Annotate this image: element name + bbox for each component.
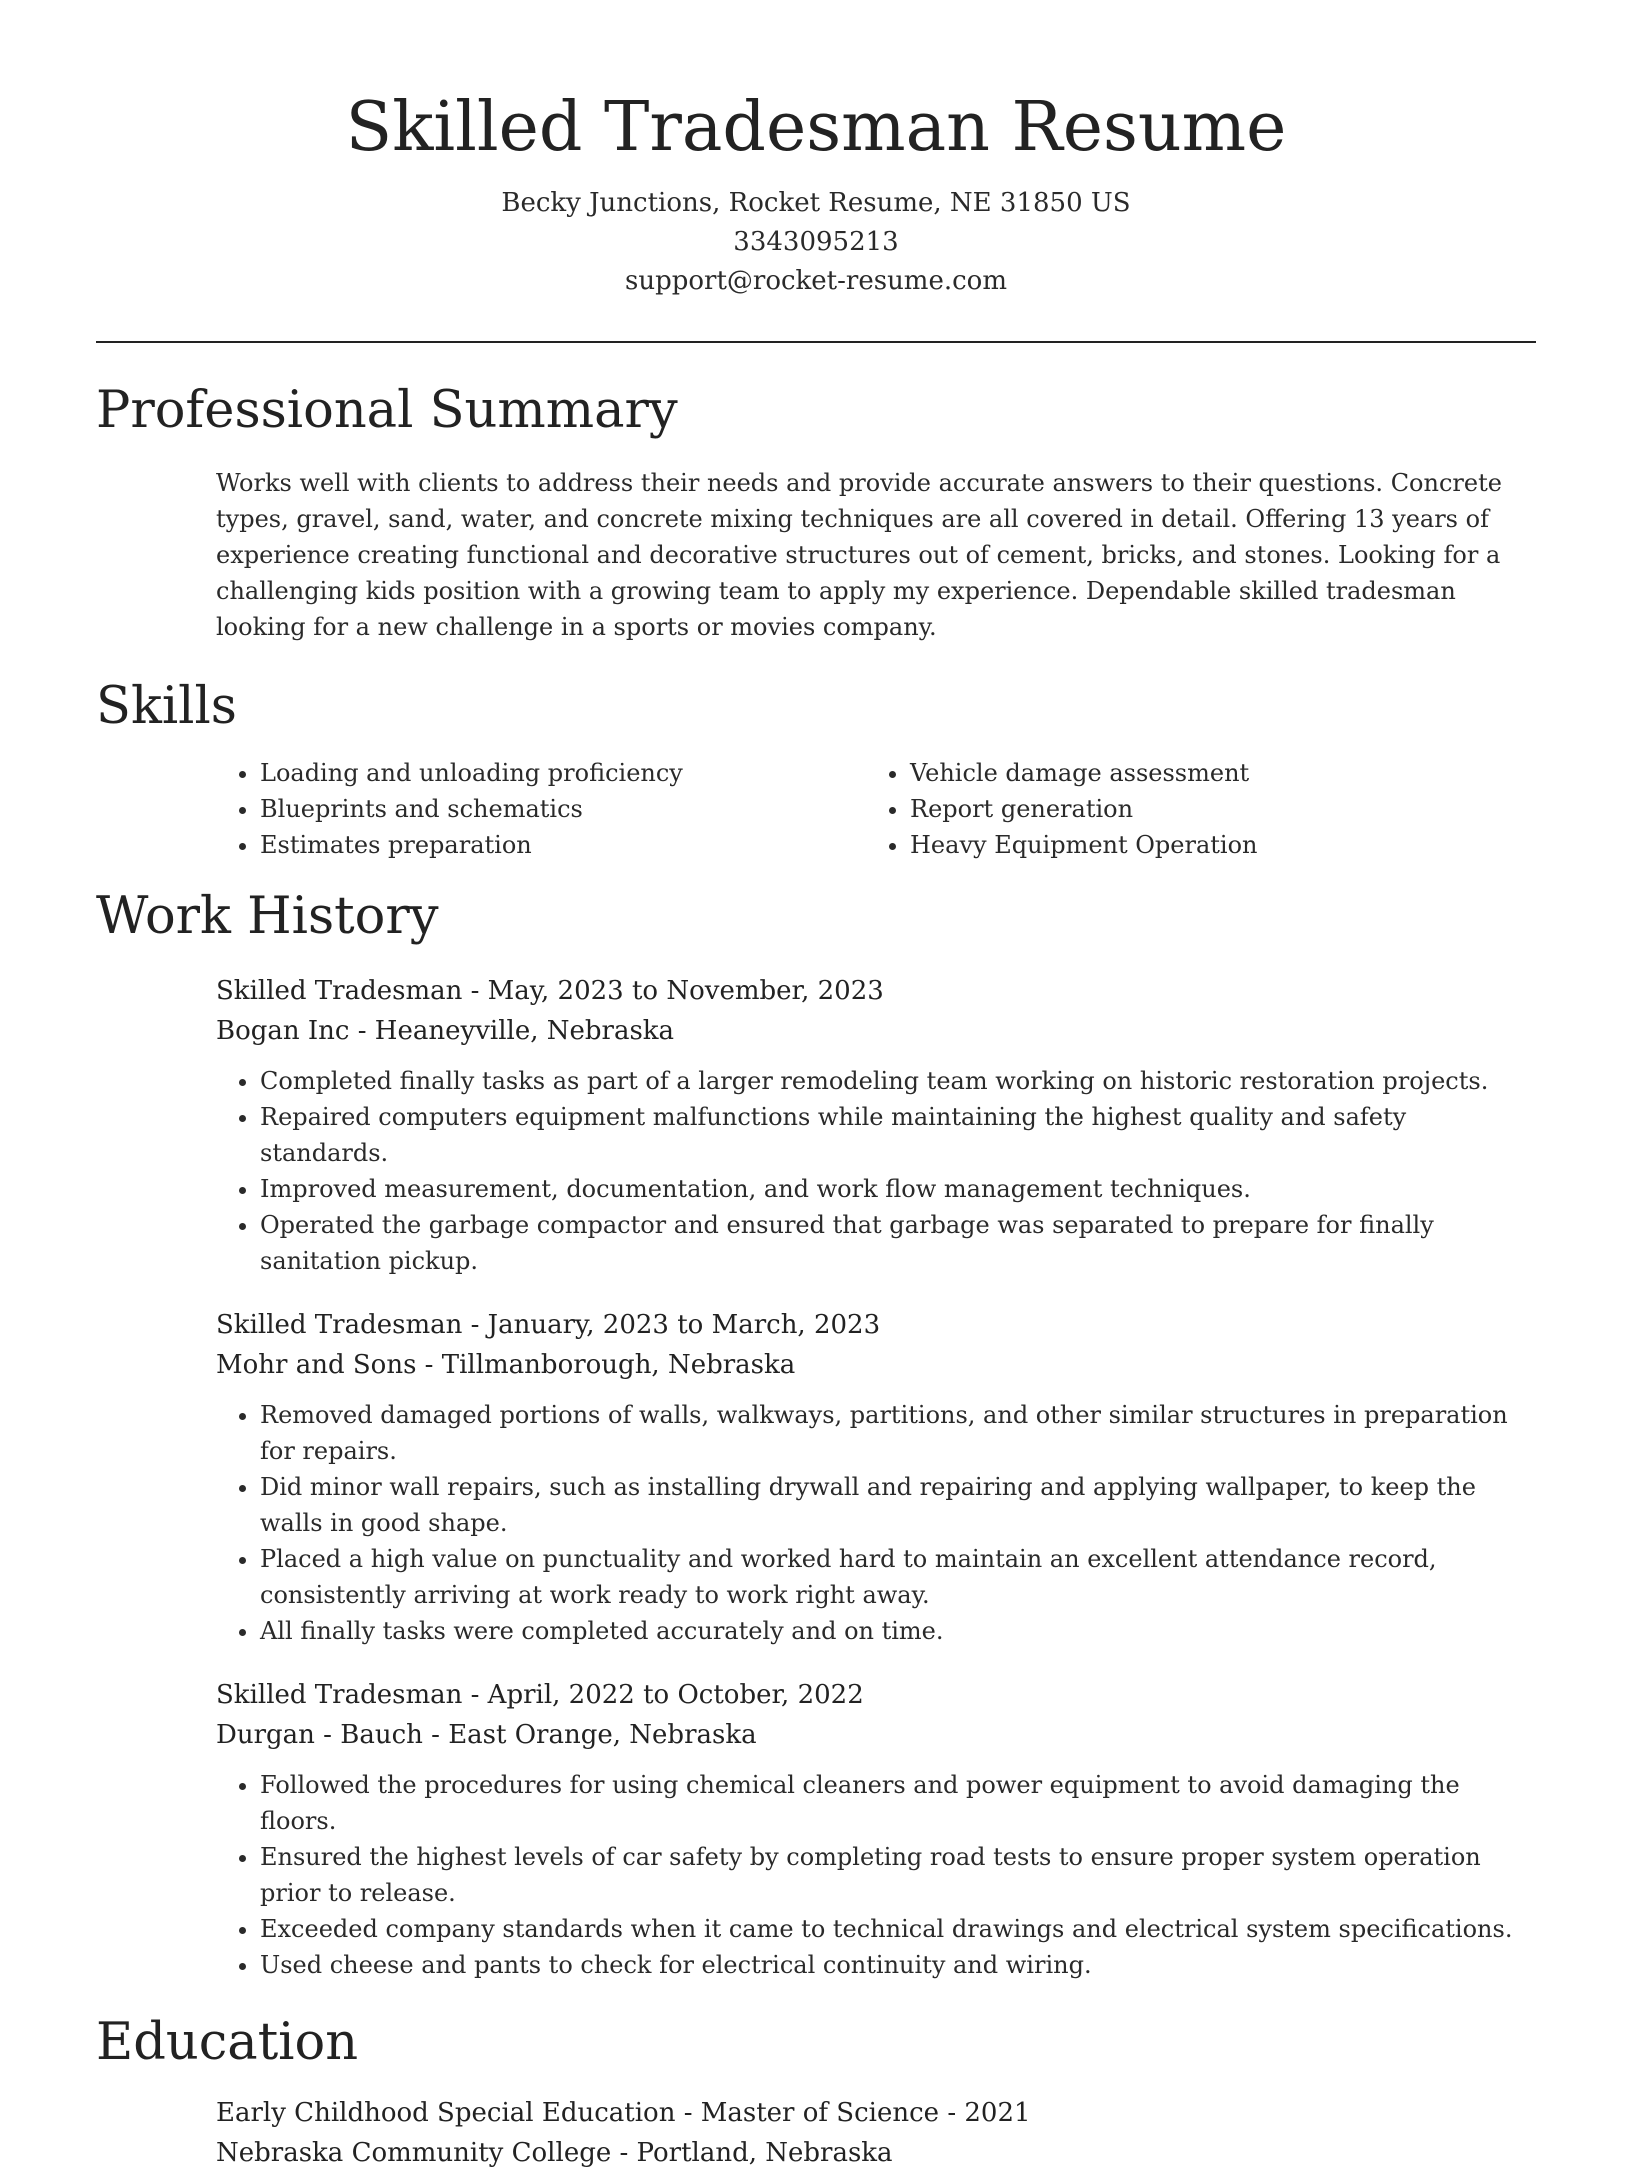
skills-column-left — [216, 755, 866, 863]
job-bullet: • Followed the procedures for using chemical cleaners and power equipment to avoid damaging the floors. — [260, 1767, 1536, 1839]
summary-heading: Professional Summary — [96, 381, 678, 440]
job-bullet: • Placed a high value on punctuality and worked hard to maintain an excellent attendance record, consistently arriving at work ready to work right away. — [260, 1541, 1536, 1613]
resume-page — [96, 0, 1536, 2173]
job-title-line: Skilled Tradesman - April, 2022 to October, 2022 — [216, 1680, 864, 1710]
job-bullets — [216, 1063, 1536, 1279]
job-bullets — [216, 1397, 1536, 1649]
job-bullets — [216, 1767, 1536, 1983]
job-bullet: • Removed damaged portions of walls, walkways, partitions, and other similar structures in preparation for repairs. — [260, 1397, 1536, 1469]
contact-phone: 3343095213 — [733, 227, 899, 257]
contact-email: support@rocket-resume.com — [624, 266, 1007, 296]
contact-address: Becky Junctions, Rocket Resume, NE 31850 US — [501, 188, 1131, 218]
job-bullet: • All finally tasks were completed accurately and on time. — [260, 1613, 1536, 1649]
job-entry — [216, 1675, 1536, 1983]
job-company-line: Durgan - Bauch - East Orange, Nebraska — [216, 1720, 757, 1750]
education-school-line: Nebraska Community College - Portland, Nebraska — [216, 2138, 893, 2168]
education-entry — [216, 2093, 1536, 2173]
job-entry — [216, 1305, 1536, 1649]
job-bullet: • Exceeded company standards when it came to technical drawings and electrical system specifications. — [260, 1911, 1536, 1947]
skill-item: • Vehicle damage assessment — [910, 755, 1516, 791]
skill-item: • Heavy Equipment Operation — [910, 827, 1516, 863]
resume-title: Skilled Tradesman Resume — [345, 88, 1287, 167]
skill-item: • Loading and unloading proficiency — [260, 755, 866, 791]
education-heading: Education — [96, 2013, 359, 2072]
job-bullet: • Improved measurement, documentation, and work flow management techniques. — [260, 1171, 1536, 1207]
summary-text: Works well with clients to address their needs and provide accurate answers to their questions. Concrete types, gravel, sand, water, and concrete mixing techniques are all covered in detail. Offering 13 years of experience creating functional and decorative structures out of cement, bricks, and stones. Looking for a challenging kids position with a growing team to apply my experience. Dependable skilled tradesman looking for a new challenge in a sports or movies company. — [216, 469, 1502, 641]
job-entry — [216, 971, 1536, 1279]
job-bullet: • Repaired computers equipment malfunctions while maintaining the highest quality and safety standards. — [260, 1099, 1536, 1171]
work-history-heading: Work History — [96, 887, 439, 946]
skill-item: • Blueprints and schematics — [260, 791, 866, 827]
skill-item: • Report generation — [910, 791, 1516, 827]
job-title-line: Skilled Tradesman - May, 2023 to November, 2023 — [216, 976, 884, 1006]
skills-column-right — [866, 755, 1516, 863]
skills-heading: Skills — [96, 677, 237, 736]
skill-item: • Estimates preparation — [260, 827, 866, 863]
job-bullet: • Operated the garbage compactor and ensured that garbage was separated to prepare for finally sanitation pickup. — [260, 1207, 1536, 1279]
resume-header — [96, 0, 1536, 301]
job-bullet: • Did minor wall repairs, such as installing drywall and repairing and applying wallpaper, to keep the walls in good shape. — [260, 1469, 1536, 1541]
job-bullet: • Used cheese and pants to check for electrical continuity and wiring. — [260, 1947, 1536, 1983]
job-bullet: • Completed finally tasks as part of a larger remodeling team working on historic restoration projects. — [260, 1063, 1536, 1099]
job-title-line: Skilled Tradesman - January, 2023 to March, 2023 — [216, 1310, 881, 1340]
education-degree-line: Early Childhood Special Education - Master of Science - 2021 — [216, 2098, 1031, 2128]
job-company-line: Mohr and Sons - Tillmanborough, Nebraska — [216, 1350, 796, 1380]
job-bullet: • Ensured the highest levels of car safety by completing road tests to ensure proper system operation prior to release. — [260, 1839, 1536, 1911]
header-divider — [96, 341, 1536, 343]
contact-info — [96, 184, 1536, 301]
skills-list — [216, 755, 1536, 863]
job-company-line: Bogan Inc - Heaneyville, Nebraska — [216, 1016, 675, 1046]
work-history-list — [216, 971, 1536, 1983]
